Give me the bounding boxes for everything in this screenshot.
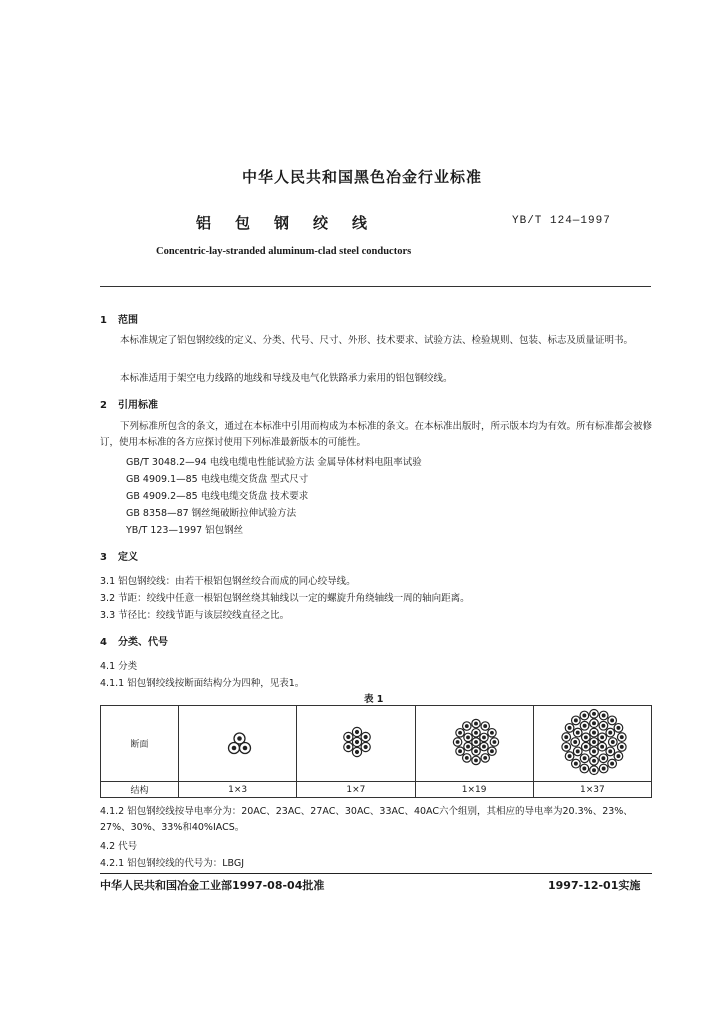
wire-core xyxy=(582,724,586,728)
definition-3-3: 3.3 节径比：绞线节距与该层绞线直径之比。 xyxy=(100,610,290,621)
wire-core xyxy=(601,724,605,728)
wire-core xyxy=(564,735,568,739)
cross-section-cell xyxy=(297,706,415,782)
wire-core xyxy=(567,754,571,758)
cross-section-cell xyxy=(415,706,533,782)
wire-core xyxy=(364,745,368,749)
wire-core xyxy=(582,714,586,718)
structure-row xyxy=(101,782,652,798)
wire-core xyxy=(490,731,494,735)
wire-core xyxy=(346,735,350,739)
clause-4-1-2: 4.1.2 铝包钢绞线按导电率分为：20AC、23AC、27AC、30AC、33AC、40AC六个组别，其相应的导电率为20.3%、23%、27%、30%、33%和40%IACS。 xyxy=(100,806,633,833)
wire-core xyxy=(474,749,478,753)
wire-core xyxy=(592,749,596,753)
strand-1x37-diagram xyxy=(534,706,654,778)
section-4-heading: 4 分类、代号 xyxy=(100,637,168,648)
wire-core xyxy=(610,762,614,766)
wire-core xyxy=(601,756,605,760)
standard-number: YB/T 124—1997 xyxy=(512,215,611,227)
wire-core xyxy=(492,740,496,744)
wire-core xyxy=(567,726,571,730)
wire-core xyxy=(584,735,588,739)
reference-item: GB 4909.1—85 电线电缆交货盘 型式尺寸 xyxy=(126,474,309,485)
section-3-heading: 3 定义 xyxy=(100,552,138,563)
wire-core xyxy=(346,745,350,749)
wire-core xyxy=(582,767,586,771)
section-1-heading: 1 范围 xyxy=(100,315,138,326)
section-2-heading: 2 引用标准 xyxy=(100,400,158,411)
structure-cell: 1×37 xyxy=(533,782,651,798)
wire-core xyxy=(458,749,462,753)
wire-core xyxy=(600,735,604,739)
reference-item: GB 4909.2—85 电线电缆交货盘 技术要求 xyxy=(126,491,309,502)
wire-core xyxy=(464,756,468,760)
wire-core xyxy=(592,712,596,716)
approval-date: 中华人民共和国冶金工业部1997-08-04批准 xyxy=(100,879,325,892)
wire-core xyxy=(490,749,494,753)
wire-core xyxy=(474,731,478,735)
wire-core xyxy=(458,731,462,735)
wire-core xyxy=(616,754,620,758)
clause-4-1-1: 4.1.1 铝包钢绞线按断面结构分为四种，见表1。 xyxy=(100,678,305,689)
wire-core xyxy=(584,745,588,749)
wire-core xyxy=(592,731,596,735)
wire-core xyxy=(592,721,596,725)
issuing-org: 中华人民共和国黑色冶金行业标准 xyxy=(241,168,482,186)
wire-core xyxy=(474,740,478,744)
wire-core xyxy=(474,758,478,762)
wire-core xyxy=(455,740,459,744)
wire-core xyxy=(616,726,620,730)
wire-core xyxy=(582,756,586,760)
wire-core xyxy=(355,730,359,734)
header-rule xyxy=(100,286,651,287)
strand-1x19-diagram xyxy=(416,706,536,778)
structure-table xyxy=(100,705,652,798)
table-caption: 表 1 xyxy=(364,694,384,705)
wire-core xyxy=(592,768,596,772)
wire-core xyxy=(574,762,578,766)
strand-1x7-diagram xyxy=(297,706,417,778)
section-1-para-2: 本标准适用于架空电力线路的地线和导线及电气化铁路承力索用的铝包钢绞线。 xyxy=(120,373,453,384)
cross-section-row xyxy=(101,706,652,782)
wire-core xyxy=(364,735,368,739)
structure-cell: 1×7 xyxy=(297,782,415,798)
strand-1x3-diagram xyxy=(179,706,299,778)
wire-core xyxy=(610,718,614,722)
english-title: Concentric-lay-stranded aluminum-clad steel conductors xyxy=(156,246,412,257)
wire-core xyxy=(483,756,487,760)
section-2-para-1: 下列标准所包含的条文，通过在本标准中引用而构成为本标准的条文。在本标准出版时，所示版本均为有效。所有标准都会被修订，使用本标准的各方应探讨使用下列标准最新版本的可能性。 xyxy=(100,421,653,448)
wire-core xyxy=(482,735,486,739)
section-1-para-1: 本标准规定了铝包钢绞线的定义、分类、代号、尺寸、外形、技术要求、试验方法、检验规则、包装、标志及质量证明书。 xyxy=(120,335,634,346)
structure-cell: 1×3 xyxy=(179,782,297,798)
structure-cell: 1×19 xyxy=(415,782,533,798)
wire-core xyxy=(601,714,605,718)
clause-4-1: 4.1 分类 xyxy=(100,661,138,672)
reference-item: GB 8358—87 钢丝绳破断拉伸试验方法 xyxy=(126,508,297,519)
wire-core xyxy=(592,759,596,763)
wire-core xyxy=(355,750,359,754)
wire-core xyxy=(466,735,470,739)
wire-core xyxy=(611,740,615,744)
wire-core xyxy=(482,745,486,749)
wire-core xyxy=(464,724,468,728)
wire-core xyxy=(608,731,612,735)
reference-item: YB/T 123—1997 铝包钢丝 xyxy=(126,525,244,536)
reference-item: GB/T 3048.2—94 电线电缆电性能试验方法 金属导体材料电阻率试验 xyxy=(126,457,422,468)
clause-4-2: 4.2 代号 xyxy=(100,841,138,852)
cross-section-cell xyxy=(179,706,297,782)
wire-core xyxy=(620,745,624,749)
row-label-cross-section: 断面 xyxy=(101,706,179,782)
cross-section-cell xyxy=(533,706,651,782)
wire-core xyxy=(601,767,605,771)
clause-4-2-1: 4.2.1 铝包钢绞线的代号为：LBGJ xyxy=(100,858,244,869)
definition-3-2: 3.2 节距：绞线中任意一根铝包钢丝绕其轴线以一定的螺旋升角绕轴线一周的轴向距离。 xyxy=(100,593,470,604)
wire-core xyxy=(574,718,578,722)
wire-core xyxy=(466,745,470,749)
definition-3-1: 3.1 铝包钢绞线：由若干根铝包钢丝绞合而成的同心绞导线。 xyxy=(100,576,356,587)
wire-core xyxy=(575,731,579,735)
wire-core xyxy=(620,735,624,739)
wire-core xyxy=(573,740,577,744)
wire-core xyxy=(355,740,359,744)
wire-core xyxy=(575,749,579,753)
effective-date: 1997-12-01实施 xyxy=(548,879,641,892)
wire-core xyxy=(483,724,487,728)
wire-core xyxy=(564,745,568,749)
row-label-structure: 结构 xyxy=(101,782,179,798)
wire-core xyxy=(608,749,612,753)
document-title: 铝包钢绞线 xyxy=(196,214,392,232)
wire-core xyxy=(600,745,604,749)
wire-core xyxy=(474,722,478,726)
wire-core xyxy=(592,740,596,744)
footer-rule xyxy=(100,873,652,874)
